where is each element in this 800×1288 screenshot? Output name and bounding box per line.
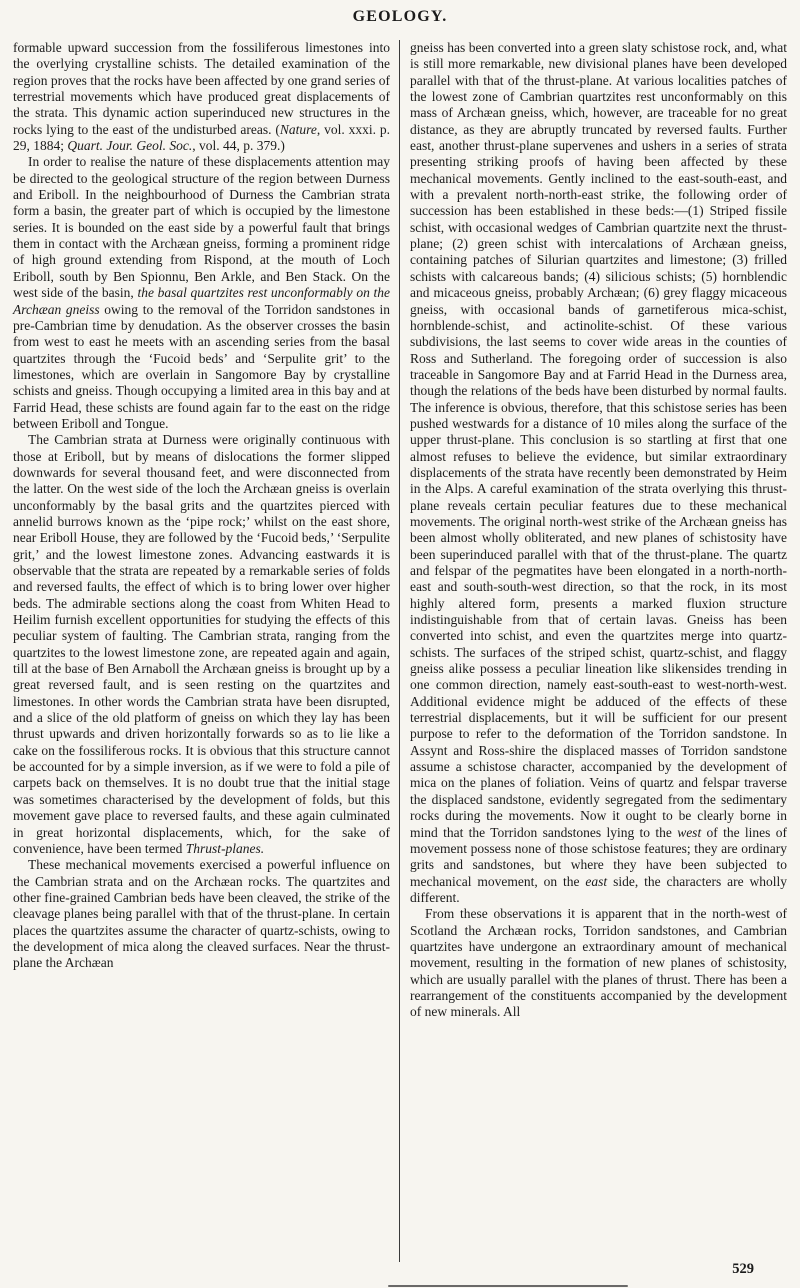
page-title: GEOLOGY. (352, 8, 448, 25)
paragraph: gneiss has been converted into a green slaty schistose rock, and, what is still more remarkable, new divisional planes have been developed parallel with that of the thrust-plane. At various localities patches of the lowest zone of Cambrian quartzites rest unconformably on this mass of Archæan gneiss, which, however, are traceable for no great distance, as they are abruptly truncated by reversed faults. Further east, another thrust-plane supervenes and ushers in a series of strata presenting striking proofs of having been affected by these mechanical movements. Gently inclined to the east-south-east, and with a prevalent north-north-east strike, the following order of succession has been established in these beds:—(1) Striped fissile schist, with occasional wedges of Cambrian quartzite next the thrust-plane; (2) green schist with intercalations of Archæan gneiss, containing patches of Silurian quartzites and limestone; (3) frilled schists with calcareous bands; (4) silicious schists; (5) hornblendic and micaceous gneiss, probably Archæan; (6) grey flaggy micaceous gneiss, with occasional bands of garnetiferous mica-schist, hornblende-schist, and actinolite-schist. Of these various subdivisions, the last seems to cover wide areas in the counties of Ross and Sutherland. The foregoing order of succession is also traceable in Sangomore Bay and at Farrid Head in the Durness area, though the relations of the beds have been disturbed by normal faults. The inference is obvious, therefore, that this schistose series has been pushed westwards for a distance of 10 miles along the surface of the upper thrust-plane. This conclusion is so startling at first that one almost refuses to believe the evidence, but similar extraordinary displacements of the strata have recently been demonstrated by Heim in the Alps. A careful examination of the strata overlying this thrust-plane reveals certain peculiar features due to these mechanical movements. The original north-west strike of the Archæan gneiss has been almost wholly obliterated, and new planes of schistosity have been superinduced parallel with that of the thrust-plane. The quartz and felspar of the pegmatites have been elongated in a north-north-east and south-south-west direction, so that the rock, in its most highly altered form, presents a marked fluxion structure indistinguishable from that of certain lavas. Gneiss has been converted into schist, and even the quartzites merge into quartz-schists. The surfaces of the striped schist, quartz-schist, and flaggy gneiss alike possess a peculiar lineation like slikensides trending in one common direction, namely east-south-east to west-north-west. Additional evidence might be adduced of the effects of these terrestrial displacements, but it will be sufficient for our present purpose to refer to the deformation of the Torridon sandstone. In Assynt and Ross-shire the displaced masses of Torridon sandstone assume a schistose character, accompanied by the development of mica on the planes of foliation. Veins of quartz and felspar traverse the displaced sandstone, evidently segregated from the sedimentary rocks during the movements. Now it ought to be clearly borne in mind that the Torridon sandstones lying to the west of the lines of movement possess none of those schistose features; they are ordinary grits and sandstones, but where they have been subjected to mechanical movement, on the east side, the characters are wholly different. (410, 40, 788, 905)
paragraph: In order to realise the nature of these displacements attention may be directed to the geological structure of the region between Durness and Eriboll. In the neighbourhood of Durness the Cambrian strata form a basin, the greater part of which is occupied by the limestone series. It is bounded on the east side by a powerful fault that brings them in contact with the Archæan gneiss, forming a prominent ridge of high ground extending from Rispond, at the mouth of Loch Eriboll, south by Ben Spionnu, Ben Arkle, and Ben Stack. On the west side of the basin, the basal quartzites rest unconformably on the Archæan gneiss owing to the removal of the Torridon sandstones in pre-Cambrian time by denudation. As the observer crosses the basin from west to east he meets with an ascending series from the basal quartzites through the ‘Fucoid beds’ and ‘Serpulite grit’ to the limestones, which are overlain in Sangomore Bay by crystalline schists and gneiss. Though occupying a limited area in this bay and at Farrid Head, these schists are found again far to the east on the ridge between Eriboll and Tongue. (13, 154, 391, 431)
left-column (13, 40, 399, 1262)
paragraph: formable upward succession from the fossiliferous limestones into the overlying crystalline schists. The detailed examination of the region proves that the rocks have been affected by one grand series of terrestrial movements which have produced great displacements of the strata. This dynamic action superinduced new structures in the rocks lying to the east of the undisturbed areas. (Nature, vol. xxxi. p. 29, 1884; Quart. Jour. Geol. Soc., vol. 44, p. 379.) (13, 40, 390, 154)
paragraph: The Cambrian strata at Durness were originally continuous with those at Eriboll, but by means of dislocations the former slipped downwards for several thousand feet, and were disconnected from the latter. On the west side of the loch the Archæan gneiss is overlain unconformably by the basal grits and the quartzites pierced with annelid burrows known as the ‘pipe rock;’ whilst on the east shore, near Eriboll House, they are followed by the ‘Fucoid beds,’ ‘Serpulite grit,’ and the lowest limestone zones. Advancing eastwards it is observable that the strata are repeated by a remarkable series of folds and reversed faults, the effect of which is to bring lower over higher beds. The admirable sections along the coast from Whiten Head to Heilim furnish excellent opportunities for studying the effects of this peculiar system of faulting. The Cambrian strata, ranging from the quartzites to the lowest limestone zone, are repeated again and again, till at the base of Ben Arnaboll the Archæan gneiss is brought up by a great reversed fault, and is seen resting on the quartzites and limestones. In other words the Cambrian strata have been disrupted, and a slice of the old platform of gneiss on which they lay has been thrust upwards and driven horizontally forwards so as to lie like a cake on the fossiliferous rocks. It is obvious that this structure cannot be accounted for by a simple inversion, as if we were to fold a pile of carpets back on themselves. It is no doubt true that the initial stage was sometimes characterised by the development of folds, but this movement gave place to reversed faults, and these again culminated in great horizontal displacements, which, for the sake of convenience, have been termed Thrust-planes. (13, 432, 390, 856)
right-column (400, 40, 787, 1262)
paragraph: These mechanical movements exercised a powerful influence on the Cambrian strata and on the Archæan rocks. The quartzites and other fine-grained Cambrian beds have been cleaved, the strike of the cleavage planes being parallel with that of the thrust-plane. In certain places the quartzites assume the character of quartz-schists, owing to the development of mica along the cleaved surfaces. Near the thrust-plane the Archæan (13, 857, 390, 971)
scan-edge-artifact (388, 1285, 628, 1287)
paragraph: From these observations it is apparent that in the north-west of Scotland the Archæan rocks, Torridon sandstones, and Cambrian quartzites have undergone an extraordinary amount of mechanical movement, resulting in the formation of new planes of schistosity, which are usually parallel with the planes of thrust. There has been a rearrangement of the constituents accompanied by the development of new minerals. All (410, 906, 787, 1020)
page-number: 529 (732, 1261, 754, 1277)
text-body (0, 36, 800, 1262)
